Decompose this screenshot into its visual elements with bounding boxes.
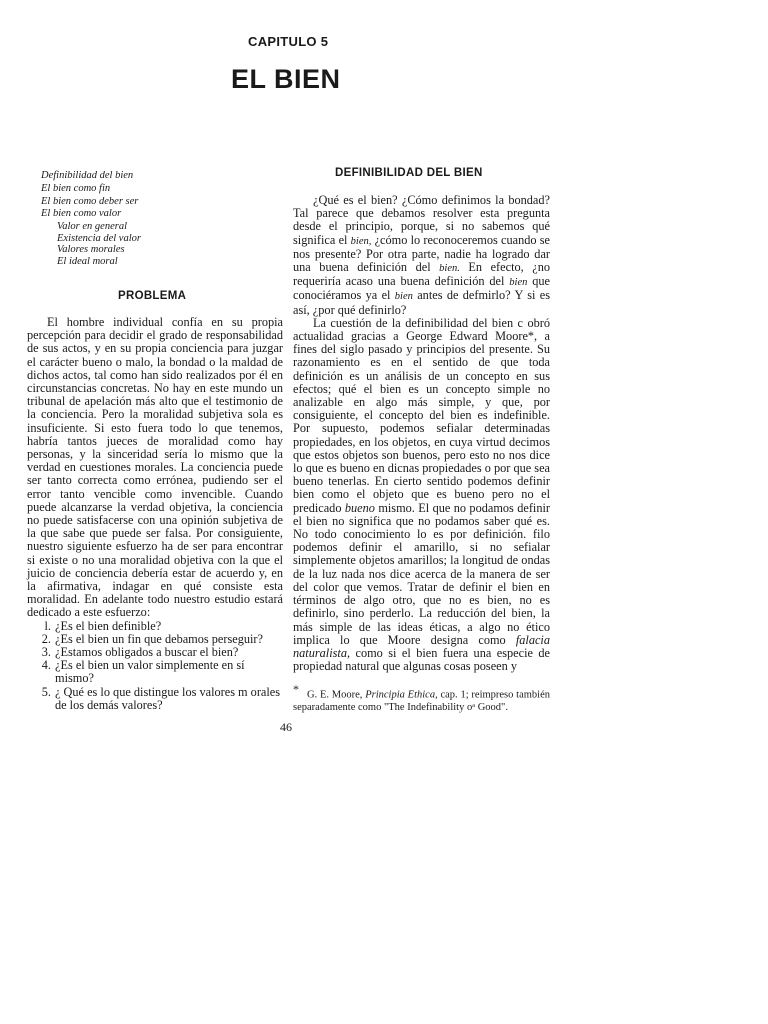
toc-subitem: El ideal moral [57,255,118,267]
list-item [27,659,283,685]
question-list [27,620,283,712]
list-item [27,686,283,712]
page-title: EL BIEN [231,64,341,94]
list-number: l. [44,618,51,633]
toc-subitem: Existencia del valor [57,232,141,244]
section-heading-definibilidad: DEFINIBILIDAD DEL BIEN [335,167,483,179]
body-paragraph: ¿Qué es el bien? ¿Cómo definimos la bondad? Tal parece que debamos resolver esta pregunta desde el principio, porque, si no sabemos qué significa el bien, ¿cómo lo reconoceremos cuando se nos presente? Por otra parte, nadie ha logrado dar una buena definición del bien. En efecto, ¿no requeriría acaso una buena definición del bien que conociéramos ya el bien antes de defmirlo? Y si es así, ¿por qué definirlo? [293,193,551,317]
toc-item: El bien como fin [41,182,111,194]
list-text: ¿ Qué es lo que distingue los valores m orales de los demás valores? [55,684,281,712]
right-column [293,194,550,714]
list-text: ¿Es el bien un valor simplemente en sí mismo? [55,658,245,686]
list-item [27,620,283,633]
list-number: 5. [41,684,51,699]
list-number: 2. [41,631,51,646]
page-number: 46 [280,720,292,734]
list-number: 3. [41,645,51,660]
chapter-contents [41,170,291,267]
problem-paragraph: El hombre individual confía en su propia percepción para decidir el grado de responsabilidad de sus actos, y en su propia conciencia para juzgar el carácter bueno o malo, la bondad o la maldad de dichos actos, tal como han sido realizados por él en circunstancias concretas. No hay en este mundo un tribunal de apelación más alto que el testimonio de la conciencia. Pero la moralidad subjetiva sola es insuficiente. Si esto fuera todo lo que tenemos, habría tantos jueces de moralidad como hay personas, y la sinceridad sería lo mismo que la verdad en cuestiones morales. La conciencia puede ser tanto correcta como errónea, pudiendo ser el error tanto vencible como invencible. Cuando puede alcanzarse la verdad objetiva, la conciencia no puede satisfacerse con una opinión subjetiva de la que sabe que puede ser falsa. Por consiguiente, nuestro siguiente esfuerzo ha de ser para encontrar si existe o no una moralidad objetiva con la que el juicio de conciencia debería estar de acuerdo y, en la afirmativa, indagar en qué consiste esta moralidad. En adelante todo nuestro estudio estará dedicado a este esfuerzo: [27,315,283,620]
toc-item: El bien como deber ser [41,195,139,207]
left-column [27,316,283,712]
toc-subitem: Valor en general [57,221,127,233]
list-number: 4. [41,658,51,673]
toc-item: Definibilidad del bien [41,170,134,181]
body-paragraph: La cuestión de la definibilidad del bien c obró actualidad gracias a George Edward Moore*, a fines del siglo pasado y principios del presente. Su razonamiento es en el sentido de que toda definición es un análisis de un concepto en sus efectos; qué el bien es un concepto simple no analizable en algo más simple, y que, por consiguiente, el concepto del bien es indefinible. Por supuesto, podemos sefialar determinadas propiedades, en los objetos, en cuya virtud decimos que estos objetos son buenos, pero esto no nos dice lo que es bueno en dicnas propiedades o por que sea bueno tenerlas. En cierto sentido podemos definir bien como el objeto que es bueno pero no el predicado bueno mismo. El que no podamos definir el bien no significa que no podamos saber qué es. No todo conocimiento lo es por definición. filo podemos definir el amarillo, si no sefialar simplemente objetos amarillos; la longitud de ondas de la luz nada nos dice acerca de la manera de ser del color que vemos. Tratar de definir el bien en términos de algo otro, que no es bien, no es definirlo, sino perderlo. La reducción del bien, la más simple de las ideas éticas, a algo no ético implica lo que Moore designa como falacia naturalista, como si el bien fuera una especie de propiedad natural que algunas cosas poseen y [293,315,550,674]
list-text: ¿Estamos obligados a buscar el bien? [55,645,239,660]
toc-subitem: Valores morales [57,244,125,256]
section-heading-problema: PROBLEMA [118,290,187,302]
footnote-mark: * [293,682,299,697]
chapter-label: CAPITULO 5 [248,34,329,49]
footnote: * G. E. Moore, Principia Ethica, cap. 1; reimpreso también separadamente como "The Indefinability oᵃ Good". [293,682,550,713]
list-text: ¿Es el bien definible? [55,618,162,633]
list-text: ¿Es el bien un fin que debamos perseguir? [55,631,263,646]
toc-item: El bien como valor [41,208,122,220]
